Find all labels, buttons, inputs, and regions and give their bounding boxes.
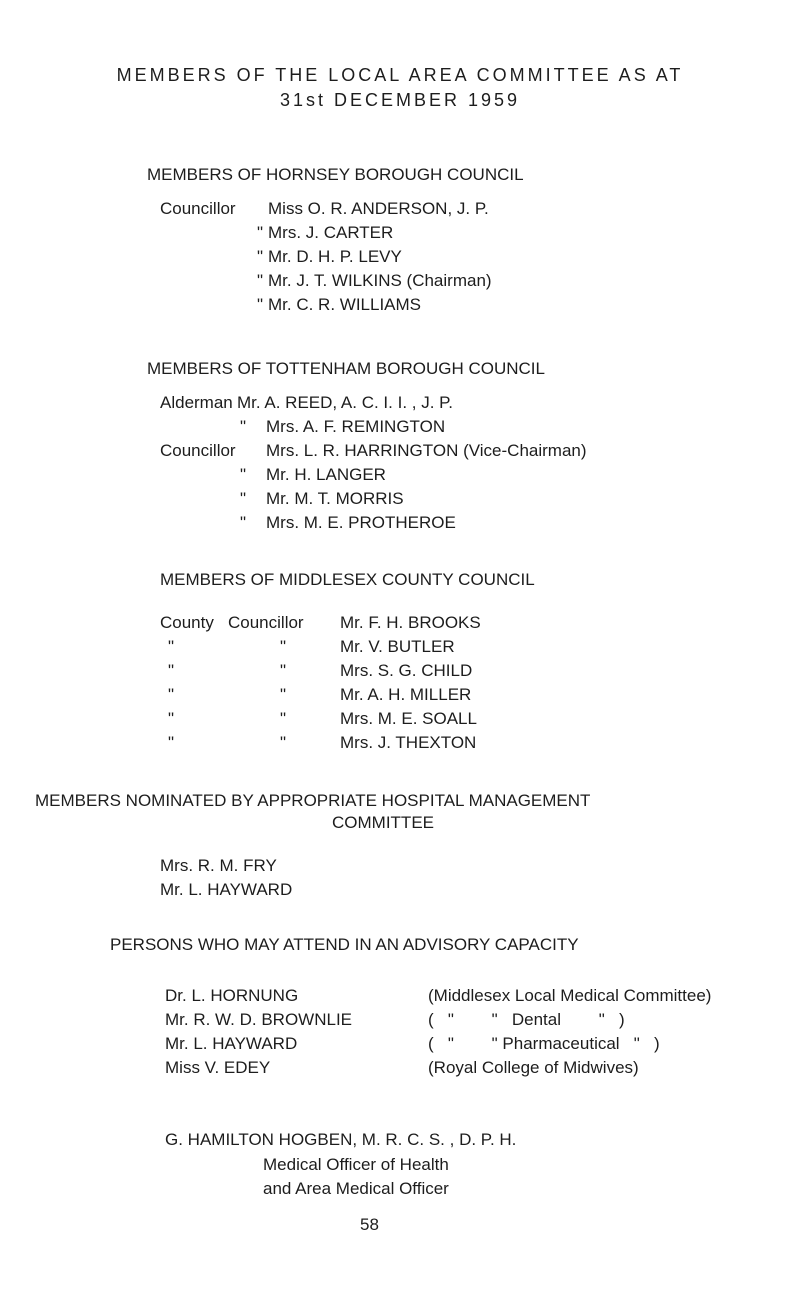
section-heading-hospital-line-2: COMMITTEE <box>332 813 434 832</box>
member-name: Mrs. M. E. PROTHEROE <box>266 513 456 532</box>
member-name: Mr. D. H. P. LEVY <box>268 247 402 266</box>
member-name: Mr. A. REED, A. C. I. I. , J. P. <box>237 393 454 412</box>
member-role: County <box>160 613 214 632</box>
section-heading-middlesex: MEMBERS OF MIDDLESEX COUNTY COUNCIL <box>160 570 535 589</box>
ditto-mark: " <box>280 685 287 704</box>
ditto-mark: " <box>168 637 175 656</box>
member-role: Councillor <box>228 613 304 632</box>
section-heading-tottenham: MEMBERS OF TOTTENHAM BOROUGH COUNCIL <box>147 359 545 378</box>
member-name: Mr. H. LANGER <box>266 465 386 484</box>
ditto-mark: " <box>280 661 287 680</box>
member-name: Mrs. J. THEXTON <box>340 733 477 752</box>
member-row <box>160 197 236 221</box>
page-number: 58 <box>360 1215 379 1234</box>
advisor-affiliation: ( " " Dental " ) <box>428 1010 625 1029</box>
signatory-title-2: and Area Medical Officer <box>263 1179 449 1198</box>
member-name: Mrs. M. E. SOALL <box>340 709 477 728</box>
document-title-line-1: MEMBERS OF THE LOCAL AREA COMMITTEE AS AT <box>116 65 684 85</box>
advisor-affiliation: ( " " Pharmaceutical " ) <box>428 1034 660 1053</box>
section-heading-hospital-line-1: MEMBERS NOMINATED BY APPROPRIATE HOSPITAL MANAGEMENT <box>35 791 591 810</box>
advisor-name: Mr. R. W. D. BROWNLIE <box>165 1010 353 1029</box>
member-name: Mr. V. BUTLER <box>340 637 455 656</box>
ditto-mark: " <box>280 709 287 728</box>
advisor-affiliation: (Royal College of Midwives) <box>428 1058 639 1077</box>
ditto-mark: " <box>168 733 175 752</box>
member-role: Alderman <box>160 393 233 412</box>
ditto-mark: " <box>168 661 175 680</box>
signatory-title: Medical Officer of Health <box>263 1155 449 1174</box>
document-title-line-2: 31st DECEMBER 1959 <box>279 90 521 110</box>
advisor-affiliation: (Middlesex Local Medical Committee) <box>428 986 712 1005</box>
member-name: Miss O. R. ANDERSON, J. P. <box>268 199 489 218</box>
ditto-mark: " <box>168 685 175 704</box>
member-name: Mrs. A. F. REMINGTON <box>266 417 446 436</box>
ditto-mark: " <box>257 295 264 314</box>
section-heading-hornsey: MEMBERS OF HORNSEY BOROUGH COUNCIL <box>147 165 524 184</box>
ditto-mark: " <box>257 223 264 242</box>
ditto-mark: " <box>257 271 264 290</box>
section-heading-advisory: PERSONS WHO MAY ATTEND IN AN ADVISORY CAPACITY <box>110 935 579 954</box>
member-name: Mr. L. HAYWARD <box>160 880 293 899</box>
ditto-mark: " <box>240 417 247 436</box>
member-role: Councillor <box>160 441 236 460</box>
advisor-name: Miss V. EDEY <box>165 1058 271 1077</box>
member-name: Mr. A. H. MILLER <box>340 685 472 704</box>
signatory-name: G. HAMILTON HOGBEN, M. R. C. S. , D. P. H. <box>165 1130 517 1149</box>
member-name: Mrs. J. CARTER <box>268 223 394 242</box>
ditto-mark: " <box>257 247 264 266</box>
member-name: Mrs. S. G. CHILD <box>340 661 473 680</box>
member-name: Mr. F. H. BROOKS <box>340 613 481 632</box>
ditto-mark: " <box>168 709 175 728</box>
ditto-mark: " <box>280 733 287 752</box>
member-name: Mr. C. R. WILLIAMS <box>268 295 422 314</box>
member-name: Mrs. L. R. HARRINGTON (Vice-Chairman) <box>266 441 587 460</box>
advisor-name: Dr. L. HORNUNG <box>165 986 299 1005</box>
ditto-mark: " <box>280 637 287 656</box>
member-name: Mr. M. T. MORRIS <box>266 489 404 508</box>
member-role: Councillor <box>160 199 236 218</box>
member-name: Mr. J. T. WILKINS (Chairman) <box>268 271 492 290</box>
ditto-mark: " <box>240 513 247 532</box>
advisor-name: Mr. L. HAYWARD <box>165 1034 298 1053</box>
member-name: Mrs. R. M. FRY <box>160 856 277 875</box>
ditto-mark: " <box>240 489 247 508</box>
ditto-mark: " <box>240 465 247 484</box>
